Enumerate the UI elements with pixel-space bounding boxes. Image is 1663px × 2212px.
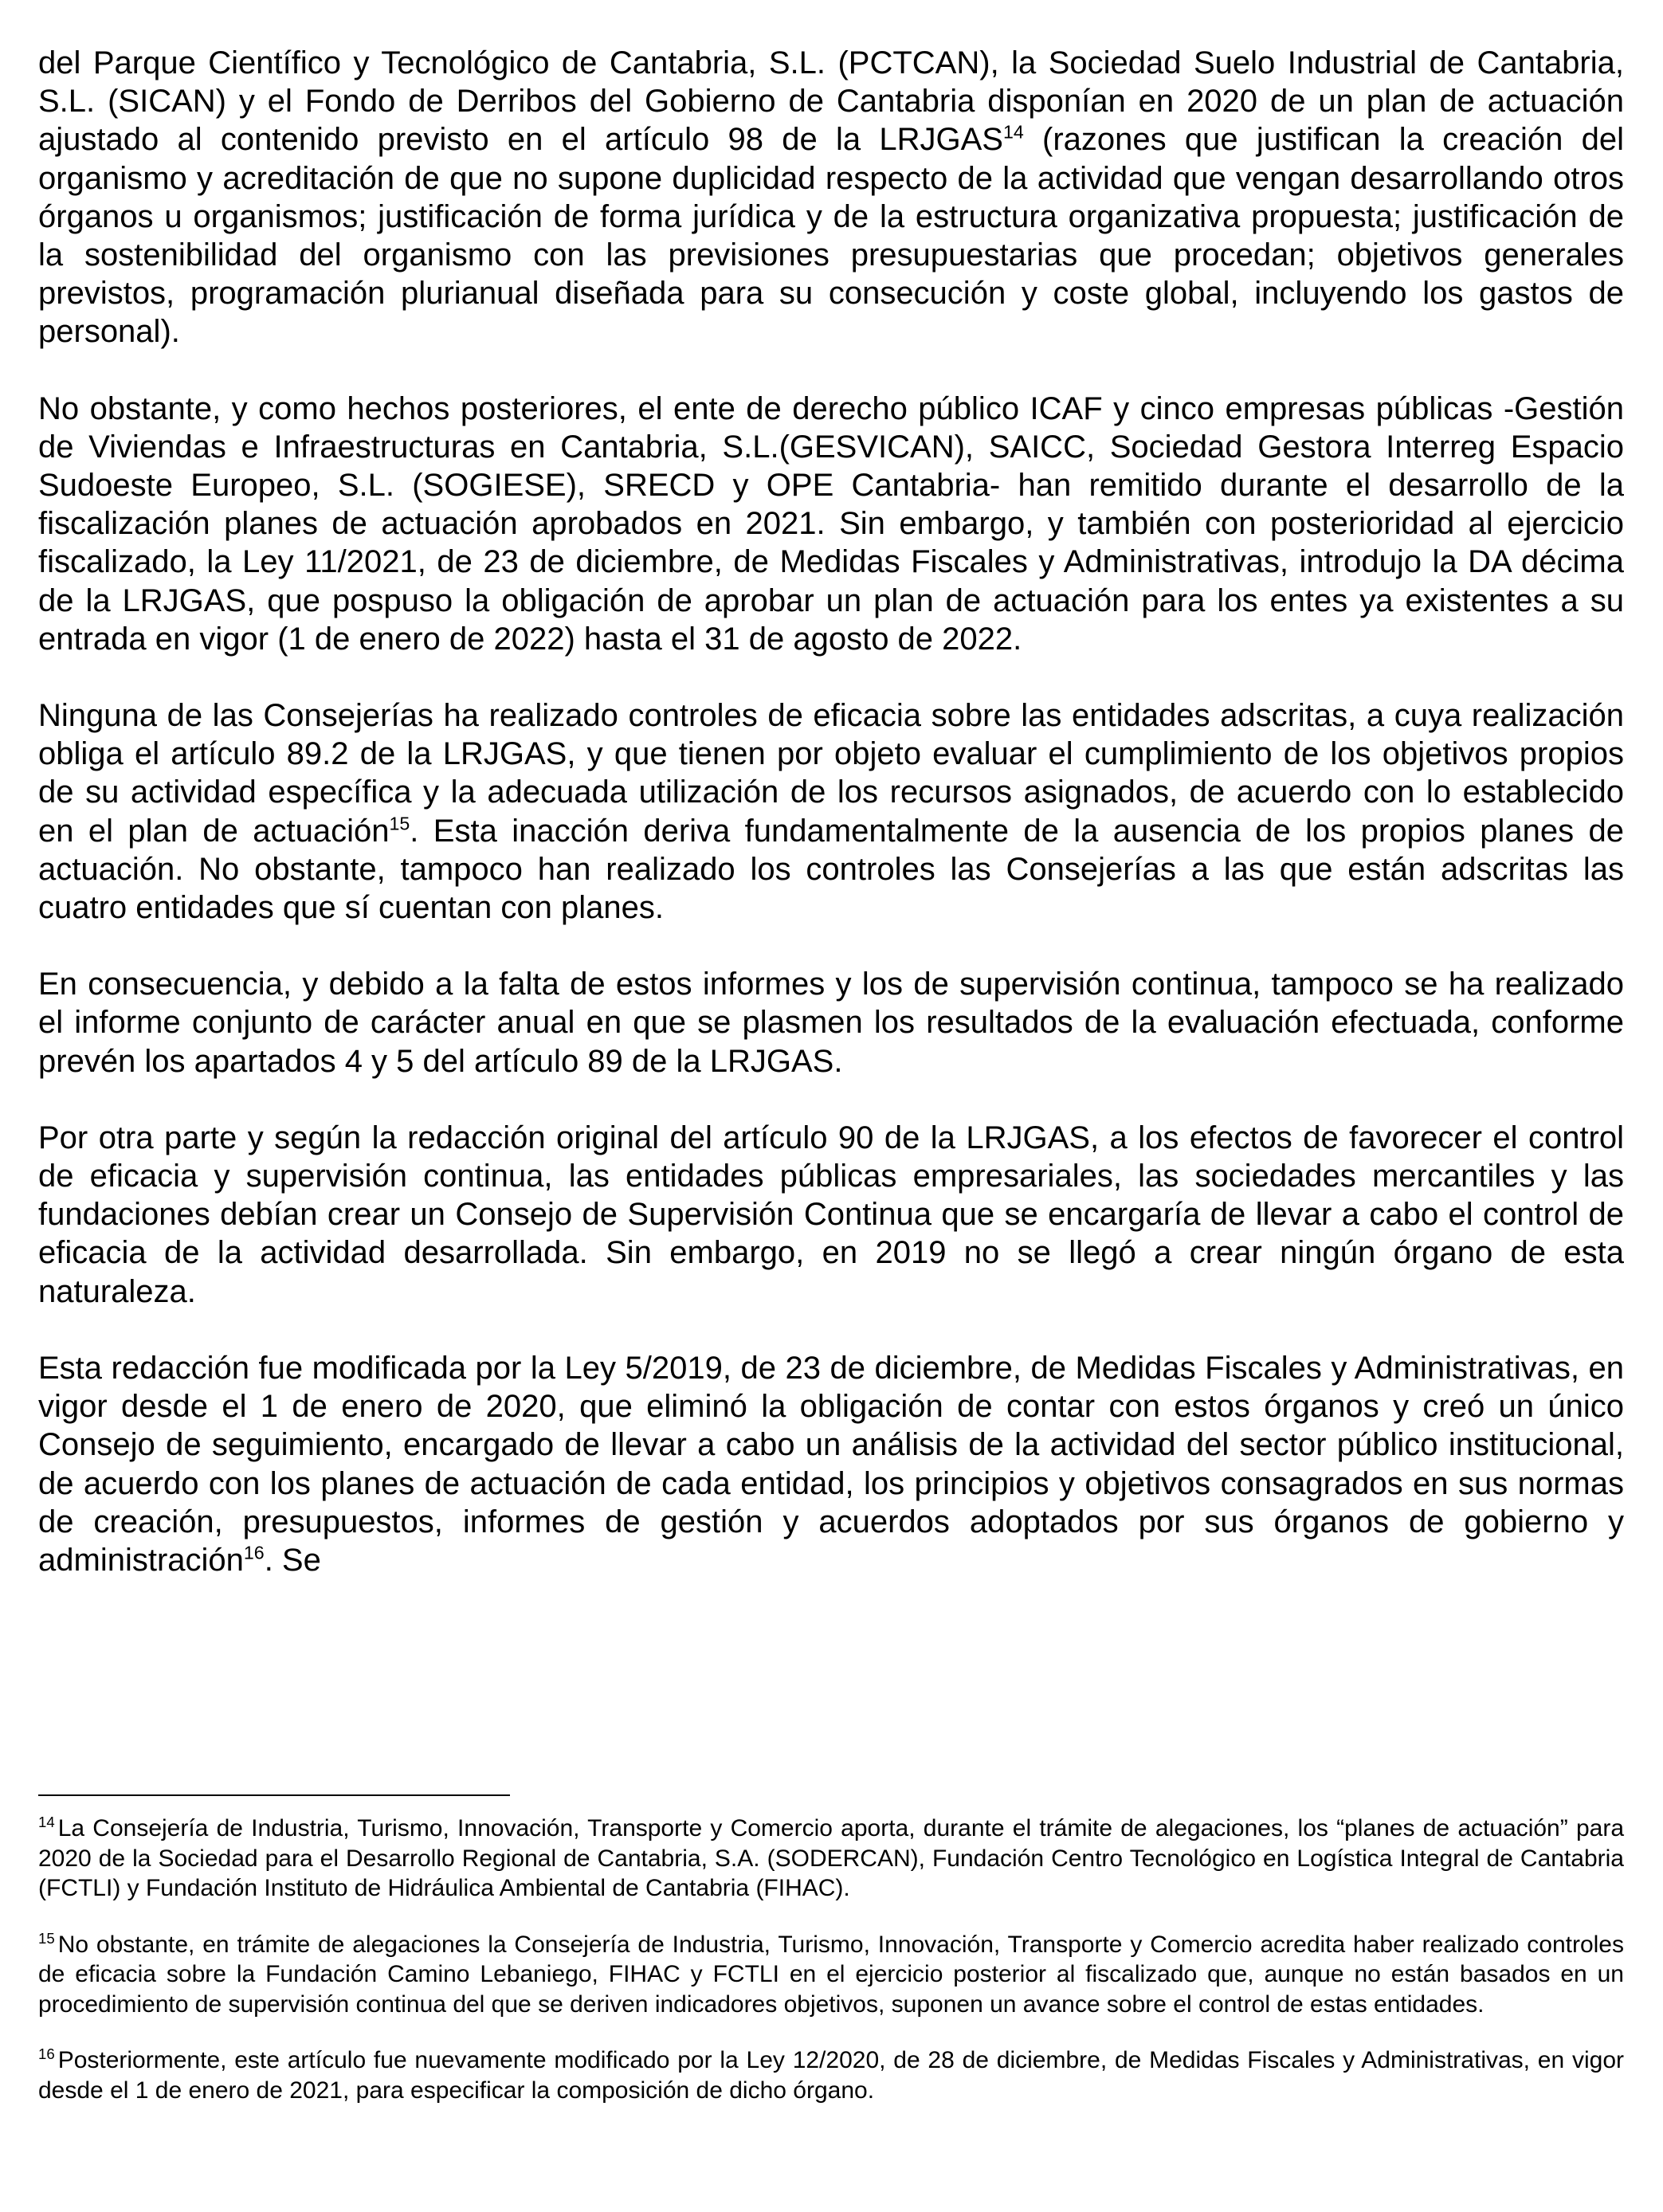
paragraph-text: Ninguna de las Consejerías ha realizado controles de eficacia sobre las entidades adscritas, a cuya realización obliga el artículo 89.2 de la LRJGAS, y que tienen por objeto evaluar el cumplimiento de los objetivos propios de su actividad específica y la adecuada utilización de los recursos asignados, de acuerdo con lo establecido en el plan de actuación [38,698,1624,849]
footnote-ref-16[interactable]: 16 [243,1542,265,1563]
paragraph-text: Por otra parte y según la redacción original del artículo 90 de la LRJGAS, a los efectos de favorecer el control de eficacia y supervisión continua, las entidades públicas empresariales, las sociedades mercantiles y las fundaciones debían crear un Consejo de Supervisión Continua que se encargaría de llevar a cabo el control de eficacia de la actividad desarrollada. Sin embargo, en 2019 no se llegó a crear ningún órgano de esta naturaleza. [38,1120,1624,1309]
footnotes-section [38,1814,1624,2132]
paragraph-text: No obstante, y como hechos posteriores, el ente de derecho público ICAF y cinco empresas públicas -Gestión de Viviendas e Infraestructuras en Cantabria, S.L.(GESVICAN), SAICC, Sociedad Gestora Interreg Espacio Sudoeste Europeo, S.L. (SOGIESE), SRECD y OPE Cantabria- han remitido durante el desarrollo de la fiscalización planes de actuación aprobados en 2021. Sin embargo, y también con posterioridad al ejercicio fiscalizado, la Ley 11/2021, de 23 de diciembre, de Medidas Fiscales y Administrativas, introdujo la DA décima de la LRJGAS, que pospuso la obligación de aprobar un plan de actuación para los entes ya existentes a su entrada en vigor (1 de enero de 2022) hasta el 31 de agosto de 2022. [38,390,1624,657]
footnote-text: Posteriormente, este artículo fue nuevamente modificado por la Ley 12/2020, de 28 de diciembre, de Medidas Fiscales y Administrativas, en vigor desde el 1 de enero de 2021, para especificar la composición de dicho órgano. [38,2047,1624,2104]
footnote-14 [38,1814,1624,1904]
footnote-ref-15[interactable]: 15 [389,813,410,834]
footnote-text: No obstante, en trámite de alegaciones la Consejería de Industria, Turismo, Innovación, Transporte y Comercio acredita haber realizado controles de eficacia sobre la Fundación Camino Lebaniego, FIHAC y FCTLI en el ejercicio posterior al fiscalizado que, aunque no están basados en un procedimiento de supervisión continua del que se deriven indicadores objetivos, suponen un avance sobre el control de estas entidades. [38,1931,1624,2018]
paragraph-articulo-90 [38,1119,1624,1311]
footnote-15 [38,1930,1624,2020]
paragraph-controles-eficacia [38,696,1624,927]
paragraph-text: . Esta inacción deriva fundamentalmente de la ausencia de los propios planes de actuación. No obstante, tampoco han realizado los controles las Consejerías a las que están adscritas las cuatro entidades que sí cuentan con planes. [38,813,1624,926]
footnote-text: La Consejería de Industria, Turismo, Innovación, Transporte y Comercio aporta, durante el trámite de alegaciones, los “planes de actuación” para 2020 de la Sociedad para el Desarrollo Regional de Cantabria, S.A. (SODERCAN), Fundación Centro Tecnológico en Logística Integral de Cantabria (FCTLI) y Fundación Instituto de Hidráulica Ambiental de Cantabria (FIHAC). [38,1815,1624,1901]
footnote-number: 16 [38,2045,55,2062]
footnote-ref-14[interactable]: 14 [1002,122,1024,143]
footnote-number: 15 [38,1929,55,1947]
paragraph-text: del Parque Científico y Tecnológico de Cantabria, S.L. (PCTCAN), la Sociedad Suelo Industrial de Cantabria, S.L. (SICAN) y el Fondo de Derribos del Gobierno de Cantabria disponían en 2020 de un plan de actuación ajustado al contenido previsto en el artículo 98 de la LRJGAS [38,45,1624,158]
paragraph-informe-conjunto [38,965,1624,1081]
paragraph-text: . Se [264,1542,321,1578]
paragraph-ley-5-2019 [38,1349,1624,1579]
footnote-number: 14 [38,1814,55,1830]
footnote-separator [38,1794,510,1796]
paragraph-hechos-posteriores [38,390,1624,658]
paragraph-plan-actuacion [38,44,1624,351]
paragraph-text: (razones que justifican la creación del organismo y acreditación de que no supone duplicidad respecto de la actividad que vengan desarrollando otros órganos u organismos; justificación de forma jurídica y de la estructura organizativa propuesta; justificación de la sostenibilidad del organismo con las previsiones presupuestarias que procedan; objetivos generales previstos, programación plurianual diseñada para su consecución y coste global, incluyendo los gastos de personal). [38,122,1624,350]
footnote-16 [38,2045,1624,2105]
document-body [38,44,1624,1618]
paragraph-text: En consecuencia, y debido a la falta de estos informes y los de supervisión continua, tampoco se ha realizado el informe conjunto de carácter anual en que se plasmen los resultados de la evaluación efectuada, conforme prevén los apartados 4 y 5 del artículo 89 de la LRJGAS. [38,967,1624,1079]
paragraph-text: Esta redacción fue modificada por la Ley 5/2019, de 23 de diciembre, de Medidas Fiscales y Administrativas, en vigor desde el 1 de enero de 2020, que eliminó la obligación de contar con estos órganos y creó un único Consejo de seguimiento, encargado de llevar a cabo un análisis de la actividad del sector público institucional, de acuerdo con los planes de actuación de cada entidad, los principios y objetivos consagrados en sus normas de creación, presupuestos, informes de gestión y acuerdos adoptados por sus órganos de gobierno y administración [38,1350,1624,1578]
